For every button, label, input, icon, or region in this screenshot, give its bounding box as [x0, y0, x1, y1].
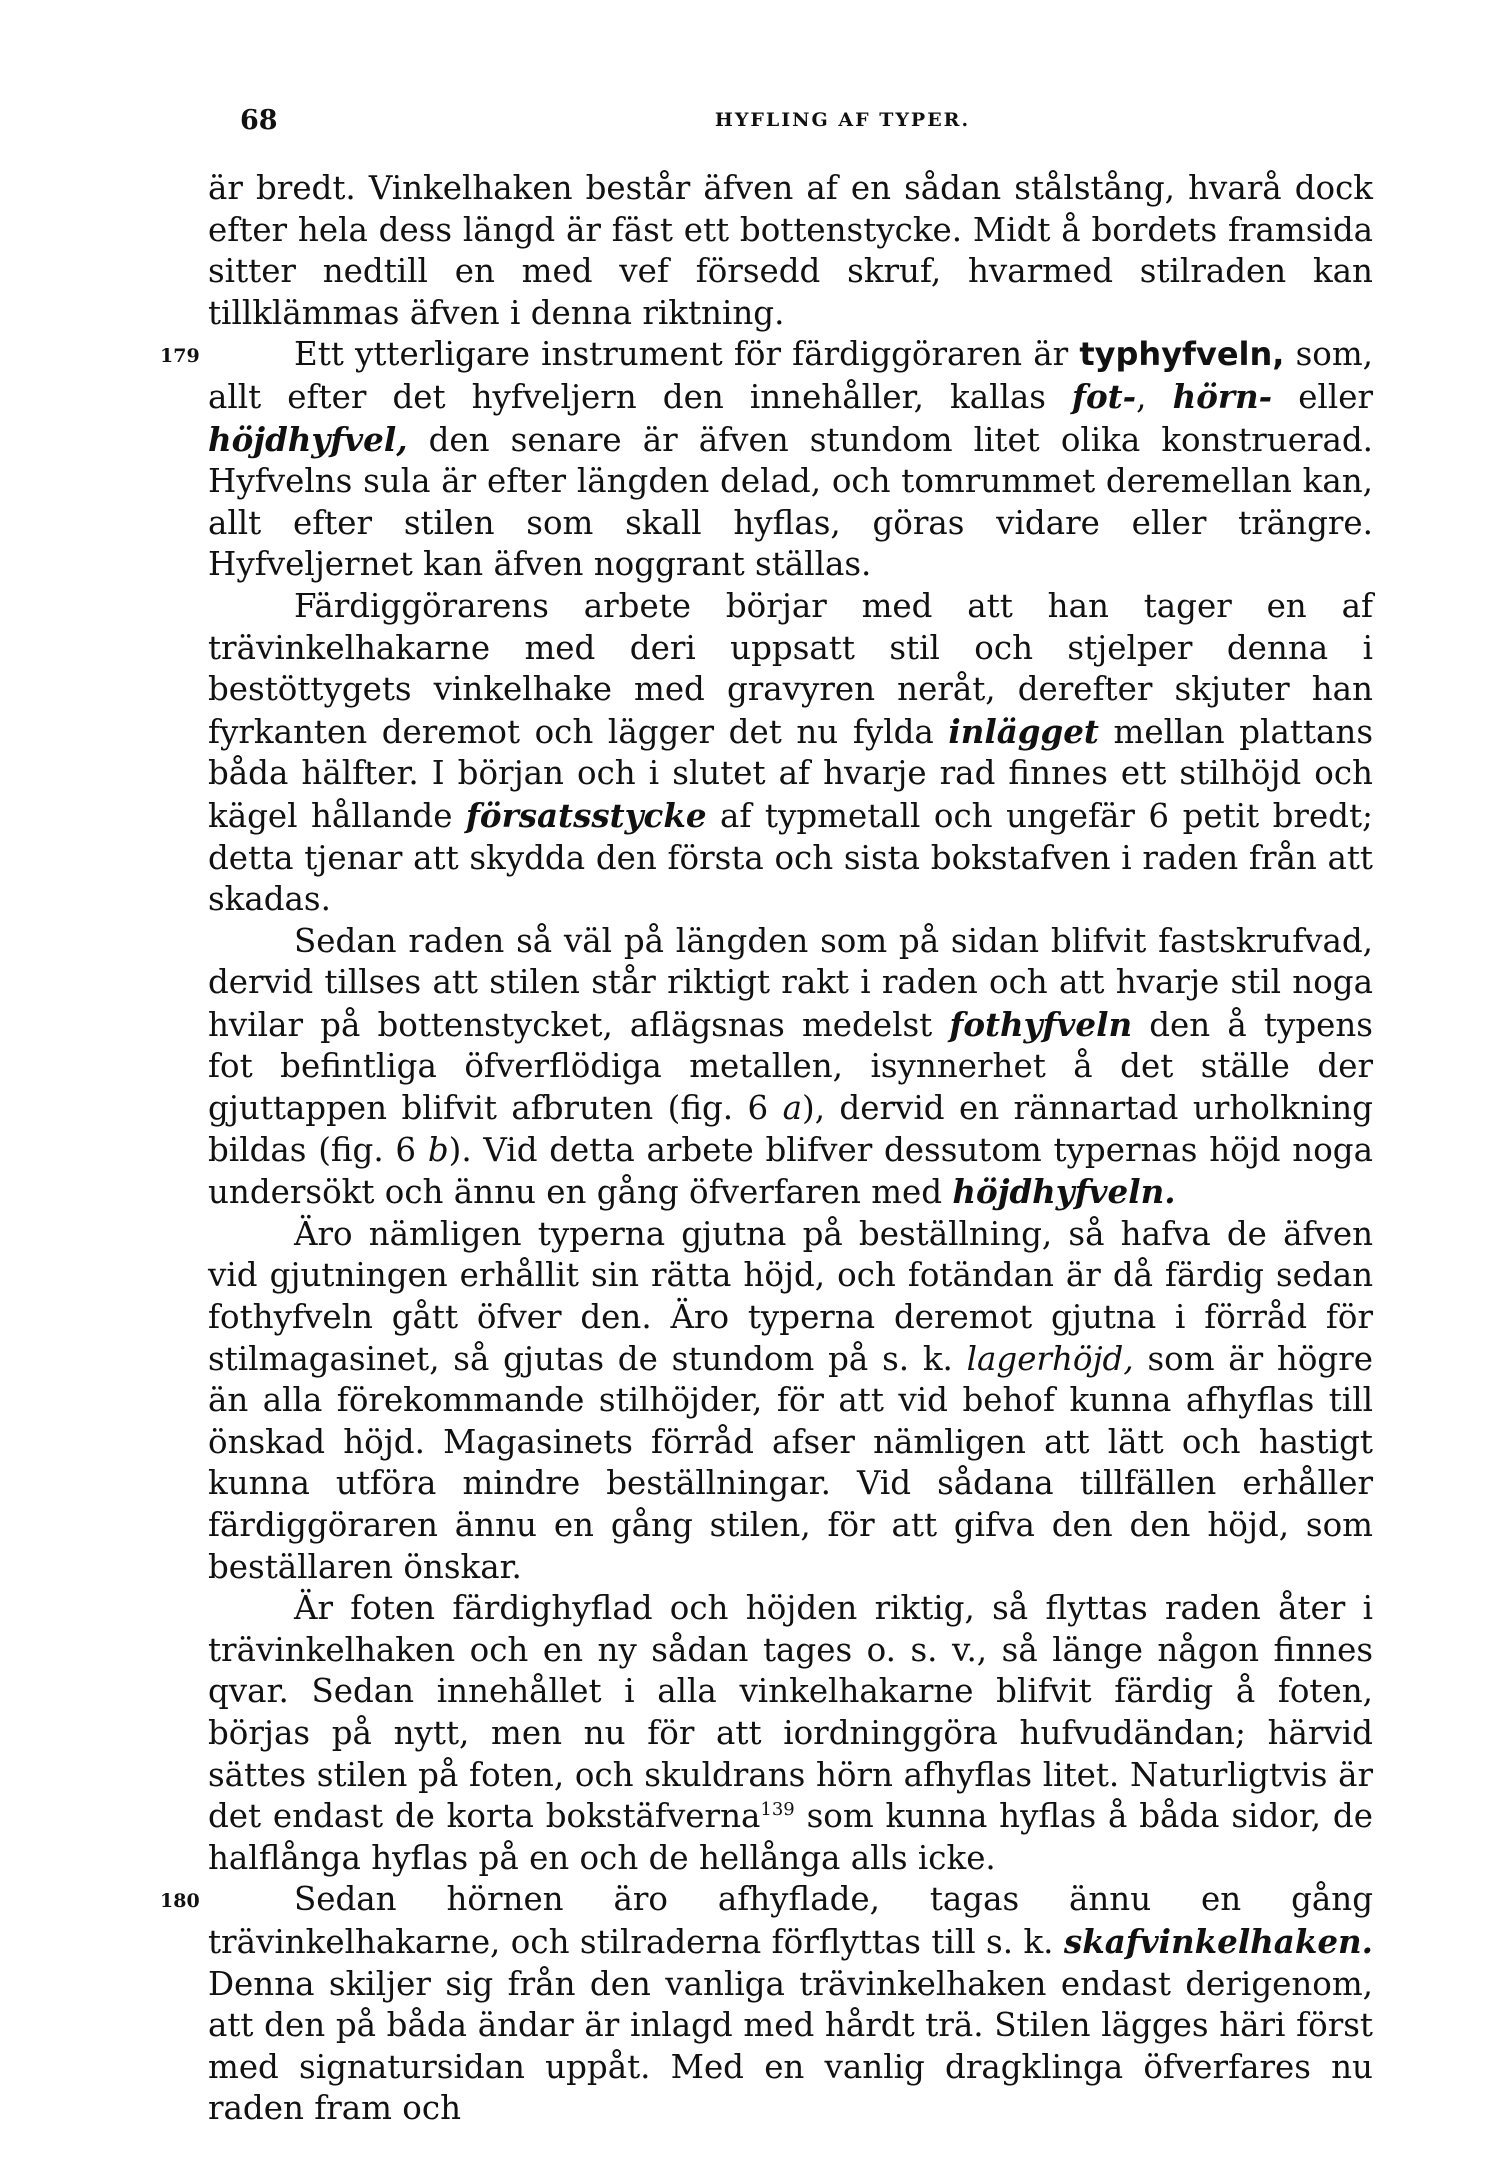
text-run: ). Vid detta arbete blifver dessutom typernas höjd noga undersökt och ännu en gång öfverfaren med	[208, 1130, 1373, 1212]
text-run: Sedan raden så väl på längden som på sidan blifvit fastskrufvad, dervid tillses att stilen står riktigt rakt i raden och att hvarje stil noga hvilar på bottenstycket, aflägsnas medelst	[208, 921, 1373, 1044]
paragraph-1-text: är bredt. Vinkelhaken består äfven af en sådan stålstång, hvarå dock efter hela dess längd är fäst ett bottenstycke. Midt å bordets framsida sitter nedtill en med vef försedd skruf, hvarmed stilraden kan tillklämmas äfven i denna riktning.	[208, 169, 1373, 332]
paragraph-6	[208, 1588, 1373, 1879]
italic-term: höjdhyfveln.	[952, 1172, 1176, 1212]
paragraph-1	[208, 168, 1373, 334]
text-run: Sedan hörnen äro afhyflade, tagas ännu en gång trävinkelhakarne, och stilraderna förflyttas till s. k.	[208, 1880, 1373, 1961]
italic-term: fothyfveln	[949, 1004, 1133, 1044]
paragraph-5	[208, 1214, 1373, 1588]
italic-term: a	[782, 1089, 803, 1128]
text-run: som är högre än alla förekommande stilhöjder, för att vid behof kunna afhyflas till önskad höjd. Magasinets förråd afser nämligen att lätt och hastigt kunna utföra mindre beställningar. Vid sådana tillfällen erhåller färdiggöraren ännu en gång stilen, för att gifva den den höjd, som beställaren önskar.	[208, 1339, 1374, 1586]
text-run: den å typens fot befintliga öfverflödiga metallen, isynnerhet å det ställe der gjuttappen blifvit afbruten (fig. 6	[208, 1005, 1373, 1128]
italic-term: fot-	[1071, 376, 1137, 416]
running-title: HYFLING AF TYPER.	[714, 109, 971, 131]
italic-term: b	[427, 1130, 449, 1169]
text-run: den senare är äfven stundom litet olika konstruerad. Hyfvelns sula är efter längden delad, och tomrummet deremellan kan, allt efter stilen som skall hyflas, göras vidare eller trängre. Hyfveljernet kan äfven noggrant ställas.	[208, 420, 1373, 584]
text-run: Färdiggörarens arbete börjar med att han tager en af trävinkelhakarne med deri uppsatt stil och stjelper denna i bestöttygets vinkelhake med gravyren neråt, derefter skjuter han fyrkanten deremot och lägger det nu fylda	[208, 586, 1373, 751]
paragraph-4	[208, 921, 1373, 1214]
paragraph-3	[208, 586, 1373, 921]
text-run: eller	[1272, 377, 1373, 416]
body-text	[160, 168, 1374, 2130]
marginal-number-180: 180	[160, 1890, 200, 1913]
text-run: ,	[1136, 377, 1173, 416]
italic-term: försatsstycke	[465, 795, 707, 835]
text-run: ), dervid en rännartad urholkning bildas (fig. 6	[208, 1089, 1373, 1169]
italic-term: hörn-	[1172, 376, 1273, 416]
text-run: som kunna hyflas å båda sidor, de halflånga hyflas på en och de hellånga alls icke.	[208, 1797, 1373, 1877]
footnote-reference: 139	[760, 1799, 795, 1821]
paragraph-180	[160, 1879, 1373, 2130]
italic-term: lagerhöjd,	[966, 1339, 1134, 1378]
bold-term: typhyfveln,	[1079, 335, 1285, 374]
paragraph-179	[160, 334, 1373, 586]
text-run: mellan plattans båda hälfter. I början och i slutet af hvarje rad finnes ett stilhöjd och kägel hållande	[208, 712, 1373, 835]
text-run: Är foten färdighyflad och höjden riktig, så flyttas raden åter i trävinkelhaken och en ny sådan tages o. s. v., så länge någon finnes qvar. Sedan innehållet i alla vinkelhakarne blifvit färdig å foten, börjas på nytt, men nu för att iordninggöra hufvudändan; härvid sättes stilen på foten, och skuldrans hörn afhyflas litet. Naturligtvis är det endast de korta bokstäfverna	[208, 1589, 1373, 1836]
page-number: 68	[240, 105, 278, 136]
text-run: Ett ytterligare instrument för färdiggöraren är	[294, 335, 1080, 374]
text-run: Äro nämligen typerna gjutna på beställning, så hafva de äfven vid gjutningen erhållit sin rätta höjd, och fotändan är då färdig sedan fothyfveln gått öfver den. Äro typerna deremot gjutna i förråd för stilmagasinet, så gjutas de stundom på s. k.	[208, 1214, 1373, 1378]
text-run: som, allt efter det hyfveljern den innehåller, kallas	[208, 335, 1373, 416]
text-run: Denna skiljer sig från den vanliga trävinkelhaken endast derigenom, att den på båda ändar är inlagd med hårdt trä. Stilen lägges häri först med signatursidan uppåt. Med en vanlig dragklinga öfverfares nu raden fram och	[208, 1964, 1373, 2128]
italic-term: inlägget	[948, 711, 1099, 751]
text-run: af typmetall och ungefär 6 petit bredt; detta tjenar att skydda den första och sista bokstafven i raden från att skadas.	[208, 796, 1373, 919]
italic-term: höjdhyfvel,	[208, 419, 408, 459]
marginal-number-179: 179	[160, 345, 200, 368]
page-header	[240, 105, 1375, 145]
italic-term: skafvinkelhaken.	[1063, 1921, 1373, 1961]
